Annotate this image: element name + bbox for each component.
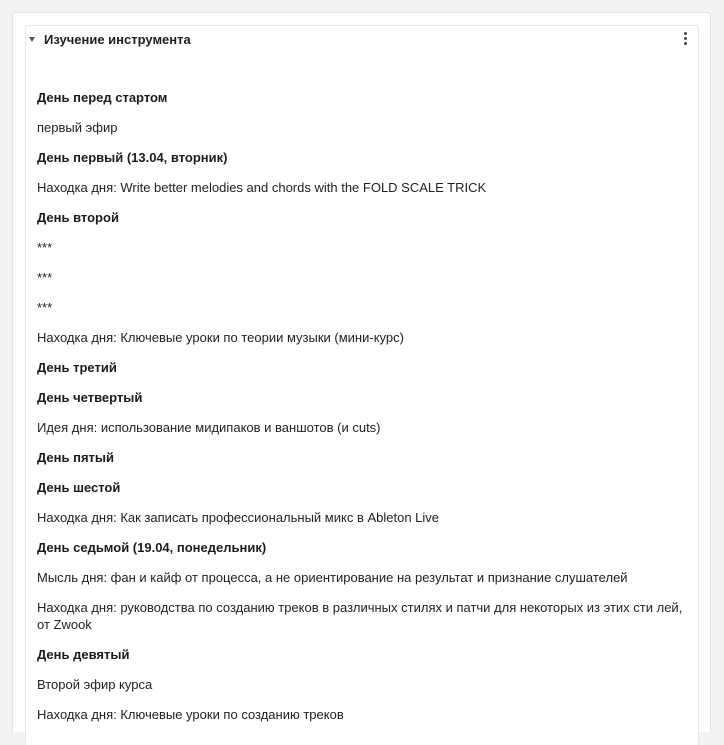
toggle-header[interactable] — [26, 26, 698, 52]
heading-day-seven: День седьмой (19.04, понедельник) — [37, 540, 267, 555]
text-line: Находка дня: Как записать профессиональный микс в Ableton Live — [37, 510, 440, 525]
text-line: первый эфир — [37, 120, 118, 135]
heading-day-nine: День девятый — [37, 647, 130, 662]
heading-day-one: День первый (13.04, вторник) — [37, 150, 228, 165]
outer-card — [12, 12, 711, 732]
separator-stars: *** — [37, 240, 53, 255]
heading-day-before-start: День перед стартом — [37, 90, 168, 105]
toggle-title: Изучение инструмента — [44, 32, 191, 47]
separator-stars: *** — [37, 270, 53, 285]
text-line: Идея дня: использование мидипаков и ваншотов (и cuts) — [37, 420, 381, 435]
text-line: Второй эфир курса — [37, 677, 153, 692]
toggle-content — [37, 89, 688, 736]
heading-day-six: День шестой — [37, 480, 121, 495]
separator-stars: *** — [37, 300, 53, 315]
text-line: Находка дня: Ключевые уроки по теории музыки (мини-курс) — [37, 330, 404, 345]
heading-day-two: День второй — [37, 210, 119, 225]
toggle-block — [25, 25, 699, 745]
text-line: Мысль дня: фан и кайф от процесса, а не ориентирование на результат и признание слушателей — [37, 570, 628, 585]
caret-down-icon[interactable] — [29, 37, 35, 42]
heading-day-three: День третий — [37, 360, 117, 375]
heading-day-four: День четвертый — [37, 390, 143, 405]
text-line: Находка дня: руководства по созданию треков в различных стилях и патчи для некоторых из этих сти лей, от Zwook — [37, 600, 683, 632]
kebab-menu-icon[interactable] — [682, 31, 688, 47]
text-line: Находка дня: Write better melodies and chords with the FOLD SCALE TRICK — [37, 180, 487, 195]
text-line: Находка дня: Ключевые уроки по созданию треков — [37, 707, 344, 722]
heading-day-five: День пятый — [37, 450, 115, 465]
